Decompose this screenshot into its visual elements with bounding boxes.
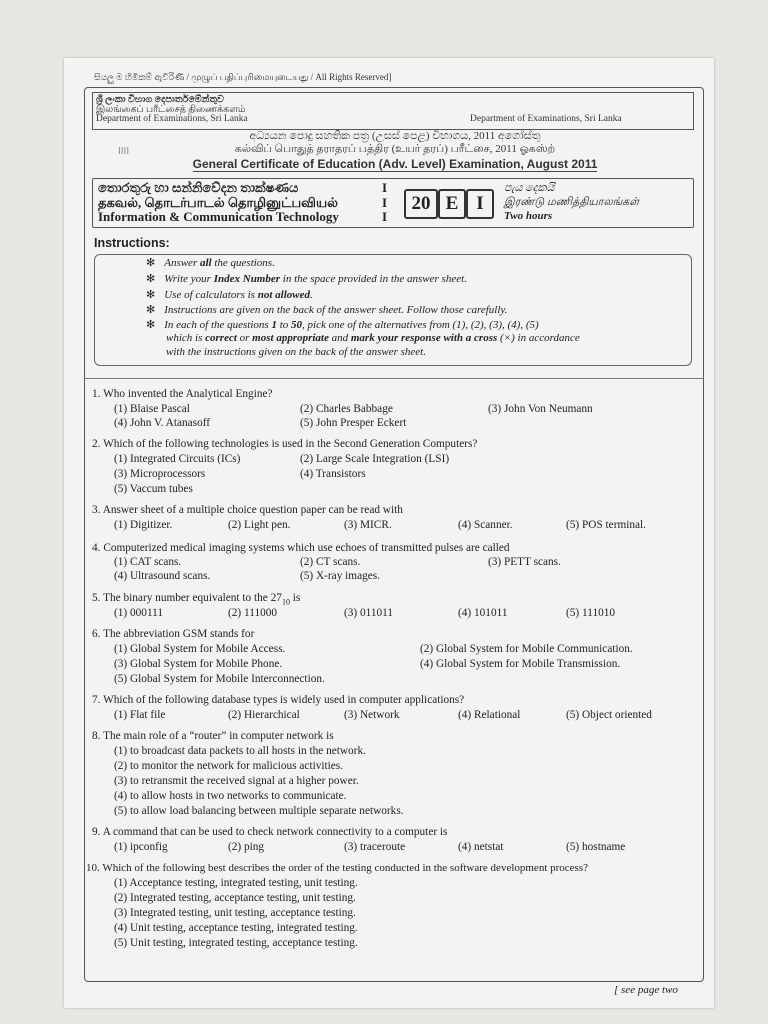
see-page-two-note: [ see page two [614, 984, 678, 996]
q8-option-1: (1) to broadcast data packets to all hosts in the network. [114, 745, 366, 757]
q7-option-2: (2) Hierarchical [228, 709, 300, 721]
question-9: 9. A command that can be used to check network connectivity to a computer is [92, 826, 448, 838]
q9-option-4: (4) netstat [458, 841, 504, 853]
asterisk-bullet: ✻ [146, 304, 156, 316]
asterisk-bullet: ✻ [146, 289, 156, 301]
faded-code-mark: IIII [118, 146, 130, 157]
exam-title-sinhala: අධ්‍යයන පොදු සහතික පත්‍ර (උසස් පෙළ) විභාගය, 2011 අගෝස්තු [249, 130, 541, 142]
q9-option-5: (5) hostname [566, 841, 626, 853]
q1-option-2: (2) Charles Babbage [300, 403, 393, 415]
question-6: 6. The abbreviation GSM stands for [92, 628, 255, 640]
exam-title-english: General Certificate of Education (Adv. Level) Examination, August 2011 [192, 157, 598, 171]
q1-option-4: (4) John V. Atanasoff [114, 417, 211, 429]
q10-option-5: (5) Unit testing, integrated testing, acceptance testing. [114, 937, 358, 949]
q4-option-5: (5) X-ray images. [300, 570, 380, 582]
asterisk-bullet: ✻ [146, 273, 156, 285]
question-2: 2. Which of the following technologies is used in the Second Generation Computers? [92, 438, 478, 450]
instruction-item: ✻ Answer all the questions. [146, 257, 275, 269]
paper-number-roman-2: I [382, 195, 388, 210]
q2-option-4: (4) Transistors [300, 468, 366, 480]
q8-option-4: (4) to allow hosts in two networks to communicate. [114, 790, 347, 802]
asterisk-bullet: ✻ [146, 257, 156, 269]
q5-option-2: (2) 111000 [228, 607, 278, 619]
paper-medium-box: E [438, 189, 466, 219]
q6-option-4: (4) Global System for Mobile Transmission. [420, 658, 621, 670]
question-5: 5. The binary number equivalent to the $27_{10}$ is [92, 592, 301, 607]
department-name-sinhala: ශ්‍රී ලංකා විභාග දෙපාර්තමේන්තුව [96, 95, 224, 105]
paper-number-roman-3: I [382, 209, 388, 224]
q3-option-1: (1) Digitizer. [114, 519, 173, 531]
question-3: 3. Answer sheet of a multiple choice question paper can be read with [92, 504, 403, 516]
q6-option-5: (5) Global System for Mobile Interconnection. [114, 673, 325, 685]
q3-option-4: (4) Scanner. [458, 519, 513, 531]
q7-option-4: (4) Relational [458, 709, 521, 721]
subject-sinhala: තොරතුරු හා සන්නිවේදන තාක්ෂණය [98, 180, 299, 195]
q10-option-1: (1) Acceptance testing, integrated testing, unit testing. [114, 877, 358, 889]
instruction-item-continued: with the instructions given on the back of the answer sheet. [166, 346, 426, 358]
q6-option-1: (1) Global System for Mobile Access. [114, 643, 286, 655]
q7-option-3: (3) Network [344, 709, 400, 721]
q2-option-3: (3) Microprocessors [114, 468, 206, 480]
rights-reserved-notice: සියලු ම හිමිකම් ඇවිරිණි / முழுப் பதிப்புரிமையுடையது / All Rights Reserved] [94, 72, 392, 82]
subject-english: Information & Communication Technology [98, 209, 339, 224]
q3-option-2: (2) Light pen. [228, 519, 291, 531]
q4-option-4: (4) Ultrasound scans. [114, 570, 211, 582]
q6-option-3: (3) Global System for Mobile Phone. [114, 658, 283, 670]
q5-option-5: (5) 111010 [566, 607, 616, 619]
q1-option-3: (3) John Von Neumann [488, 403, 593, 415]
q2-option-5: (5) Vaccum tubes [114, 483, 193, 495]
question-8: 8. The main role of a “router” in computer network is [92, 730, 334, 742]
q8-option-2: (2) to monitor the network for malicious activities. [114, 760, 344, 772]
q10-option-3: (3) Integrated testing, unit testing, acceptance testing. [114, 907, 356, 919]
q2-option-1: (1) Integrated Circuits (ICs) [114, 453, 241, 465]
q9-option-3: (3) traceroute [344, 841, 406, 853]
q6-option-2: (2) Global System for Mobile Communication. [420, 643, 633, 655]
department-name-english-repeat: Department of Examinations, Sri Lanka [470, 114, 622, 124]
q8-option-5: (5) to allow load balancing between multiple separate networks. [114, 805, 404, 817]
q3-option-3: (3) MICR. [344, 519, 392, 531]
q9-option-2: (2) ping [228, 841, 265, 853]
q5-option-4: (4) 101011 [458, 607, 508, 619]
instructions-heading: Instructions: [94, 236, 170, 250]
department-name-english: Department of Examinations, Sri Lanka [96, 114, 248, 124]
q1-option-5: (5) John Presper Eckert [300, 417, 407, 429]
q10-option-2: (2) Integrated testing, acceptance testing, unit testing. [114, 892, 356, 904]
q10-option-4: (4) Unit testing, acceptance testing, integrated testing. [114, 922, 358, 934]
subject-tamil: தகவல், தொடர்பாடல் தொழினுட்பவியல் [98, 195, 338, 210]
q4-option-1: (1) CAT scans. [114, 556, 182, 568]
instruction-item: ✻ In each of the questions 1 to 50, pick one of the alternatives from (1), (2), (3), (4), (5) [146, 319, 539, 331]
paper-part-box: I [466, 189, 494, 219]
q2-option-2: (2) Large Scale Integration (LSI) [300, 453, 450, 465]
department-name-tamil: இலங்கைப் பரீட்சைத் திணைக்களம் [96, 105, 246, 115]
instruction-item: ✻ Use of calculators is not allowed. [146, 289, 313, 301]
instruction-item-continued: which is correct or most appropriate and mark your response with a cross (×) in accordance [166, 332, 580, 344]
question-7: 7. Which of the following database types is widely used in computer applications? [92, 694, 465, 706]
q9-option-1: (1) ipconfig [114, 841, 168, 853]
duration-english: Two hours [504, 210, 553, 222]
paper-code-box: 20 [404, 189, 438, 219]
q5-option-3: (3) 011011 [344, 607, 394, 619]
instruction-item: ✻ Instructions are given on the back of the answer sheet. Follow those carefully. [146, 304, 508, 316]
duration-sinhala: පැය දෙකයි [504, 182, 555, 194]
q7-option-1: (1) Flat file [114, 709, 166, 721]
duration-tamil: இரண்டு மணித்தியாலங்கள் [504, 196, 640, 208]
question-1: 1. Who invented the Analytical Engine? [92, 388, 273, 400]
exam-title-tamil: கல்விப் பொதுத் தராதரப் பத்திர (உயர் தரப்) பரீட்சை, 2011 ஓகஸ்ற் [234, 143, 556, 155]
asterisk-bullet: ✻ [146, 319, 156, 331]
question-4: 4. Computerized medical imaging systems which use echoes of transmitted pulses are called [92, 542, 510, 554]
q4-option-3: (3) PETT scans. [488, 556, 561, 568]
instruction-item: ✻ Write your Index Number in the space provided in the answer sheet. [146, 273, 467, 285]
q3-option-5: (5) POS terminal. [566, 519, 647, 531]
section-divider [84, 378, 704, 379]
q4-option-2: (2) CT scans. [300, 556, 361, 568]
paper-number-roman-1: I [382, 180, 388, 195]
q5-option-1: (1) 000111 [114, 607, 164, 619]
q8-option-3: (3) to retransmit the received signal at a higher power. [114, 775, 359, 787]
q1-option-1: (1) Blaise Pascal [114, 403, 190, 415]
exam-title-block [185, 130, 605, 171]
q7-option-5: (5) Object oriented [566, 709, 652, 721]
question-10: 10. Which of the following best describes the order of the testing conducted in the software development process? [86, 862, 588, 874]
